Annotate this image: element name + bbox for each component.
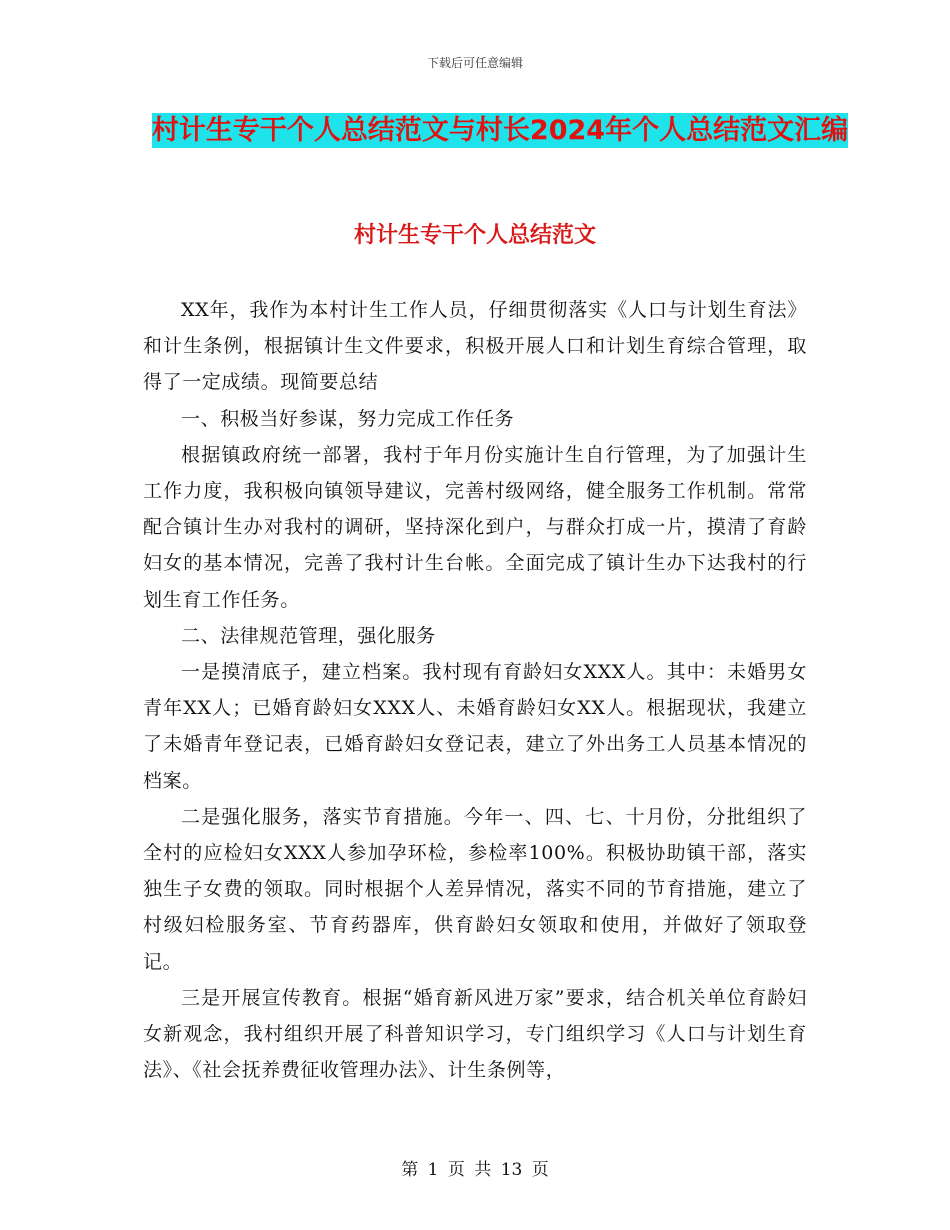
header-note: 下载后可任意编辑 [426, 56, 523, 70]
body-paragraph: 根据镇政府统一部署，我村于年月份实施计生自行管理，为了加强计生工作力度，我积极向镇领导建议，完善村级网络，健全服务工作机制。常常配合镇计生办对我村的调研，坚持深化到户，与群众打成一片，摸清了育龄妇女的基本情况，完善了我村计生台帐。全面完成了镇计生办下达我村的行划生育工作任务。 [143, 443, 807, 611]
body-paragraph: 三是开展宣传教育。根据“婚育新风进万家”要求，结合机关单位育龄妇女新观念，我村组织开展了科普知识学习，专门组织学习《人口与计划生育法》、《社会抚养费征收管理办法》、计生条例等， [143, 986, 807, 1082]
body-paragraph: 二是强化服务，落实节育措施。今年一、四、七、十月份，分批组织了全村的应检妇女XXX人参加孕环检，参检率100%。积极协助镇干部，落实独生子女费的领取。同时根据个人差异情况，落实不同的节育措施，建立了村级妇检服务室、节育药器库，供育龄妇女领取和使用，并做好了领取登记。 [143, 805, 807, 973]
body-paragraph: 二、法律规范管理，强化服务 [181, 624, 436, 647]
document-body [143, 292, 807, 1088]
page-indicator: 第 1 页 共 13 页 [401, 1160, 549, 1180]
body-paragraph: XX年，我作为本村计生工作人员，仔细贯彻落实《人口与计划生育法》和计生条例，根据镇计生文件要求，积极开展人口和计划生育综合管理，取得了一定成绩。现简要总结 [143, 299, 807, 394]
section-title: 村计生专干个人总结范文 [353, 223, 596, 248]
document-title [140, 108, 860, 154]
document-title-text: 村计生专干个人总结范文与村长2024年个人总结范文汇编 [151, 115, 849, 146]
body-paragraph: 一、积极当好参谋，努力完成工作任务 [181, 407, 515, 430]
body-paragraph: 一是摸清底子，建立档案。我村现有育龄妇女XXX人。其中：未婚男女青年XX人；已婚育龄妇女XXX人、未婚育龄妇女XX人。根据现状，我建立了未婚青年登记表，已婚育龄妇女登记表，建立了外出务工人员基本情况的档案。 [143, 661, 807, 792]
